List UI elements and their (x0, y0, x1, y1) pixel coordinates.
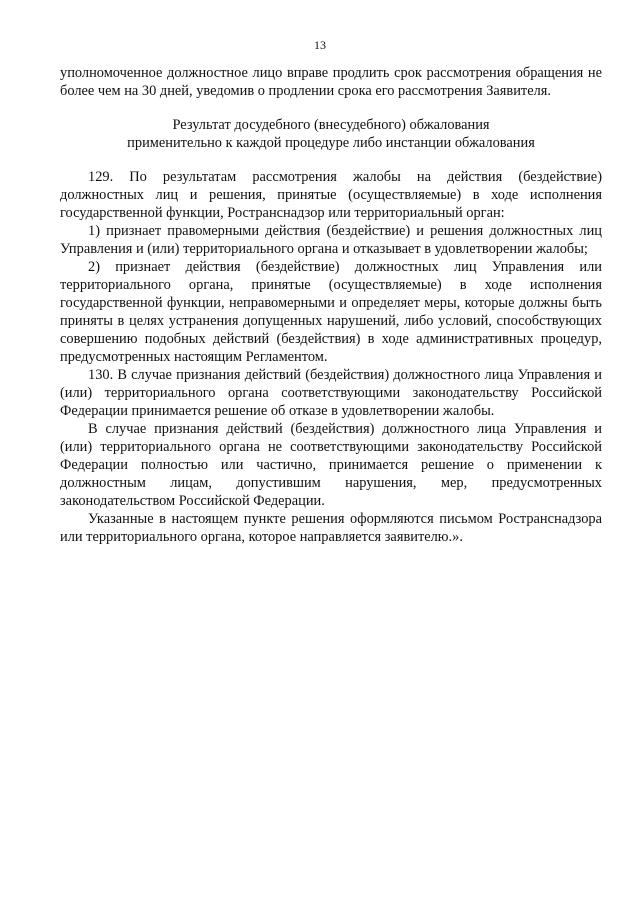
paragraph-129-item-1: 1) признает правомерными действия (бездействие) и решения должностных лиц Управления и (или) территориального органа и отказывает в удовлетворении жалобы; (60, 223, 602, 257)
paragraph-129-item-2: 2) признает действия (бездействие) должностных лиц Управления или территориального органа, принятые (осуществляемые) в ходе исполнения государственной функции, неправомерными и определяет меры, которые должны быть приняты в целях устранения допущенных нарушений, либо условий, способствующих совершению подобных действий (бездействия) в ходе административных процедур, предусмотренных настоящим Регламентом. (60, 259, 602, 365)
page-number: 13 (314, 38, 326, 52)
section-heading-line-2: применительно к каждой процедуре либо инстанции обжалования (127, 135, 535, 151)
section-heading (60, 116, 602, 152)
section-heading-line-1: Результат досудебного (внесудебного) обжалования (172, 117, 490, 133)
document-body (60, 64, 602, 546)
paragraph-130-part-3: Указанные в настоящем пункте решения оформляются письмом Ространснадзора или территориального органа, которое направляется заявителю.». (60, 511, 602, 545)
intro-paragraph: уполномоченное должностное лицо вправе продлить срок рассмотрения обращения не более чем на 30 дней, уведомив о продлении срока его рассмотрения Заявителя. (60, 65, 602, 99)
paragraph-130-part-2: В случае признания действий (бездействия) должностного лица Управления и (или) территориального органа не соответствующими законодательству Российской Федерации полностью или частично, принимается решение о применении к должностным лицам, допустившим нарушения, мер, предусмотренных законодательством Российской Федерации. (60, 421, 602, 509)
paragraph-129: 129. По результатам рассмотрения жалобы на действия (бездействие) должностных лиц и решения, принятые (осуществляемые) в ходе исполнения государственной функции, Ространснадзор или территориальный орган: (60, 169, 602, 221)
paragraph-130: 130. В случае признания действий (бездействия) должностного лица Управления и (или) территориального органа соответствующими законодательству Российской Федерации принимается решение об отказе в удовлетворении жалобы. (60, 367, 602, 419)
